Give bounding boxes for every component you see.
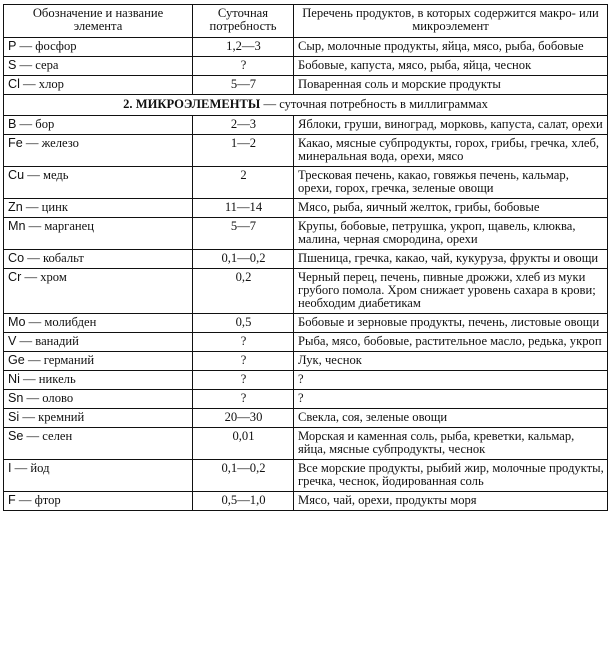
daily-need-cell: [193, 250, 294, 269]
daily-need-cell: [193, 38, 294, 57]
element-name: фтор: [34, 493, 61, 507]
products-cell: [294, 428, 608, 460]
table-body: [4, 38, 608, 511]
daily-need-value: 0,1—0,2: [221, 251, 266, 265]
daily-need-value: 0,5: [235, 315, 252, 329]
products-text: Яблоки, груши, виноград, морковь, капуста, салат, орехи: [298, 117, 603, 131]
element-symbol: F: [8, 493, 16, 507]
daily-need-cell: [193, 333, 294, 352]
products-text: Мясо, рыба, яичный желток, грибы, бобовые: [298, 200, 540, 214]
table-row: [4, 269, 608, 314]
products-text: Крупы, бобовые, петрушка, укроп, щавель, клюква, малина, черная смородина, орехи: [298, 219, 576, 246]
products-cell: [294, 314, 608, 333]
products-cell: [294, 135, 608, 167]
table-row: [4, 116, 608, 135]
table-row: [4, 390, 608, 409]
element-symbol: Sn: [8, 391, 24, 405]
table-row: [4, 314, 608, 333]
table-row: [4, 167, 608, 199]
products-cell: [294, 116, 608, 135]
table-header-row: [4, 5, 608, 38]
element-cell: Cl — хлор: [4, 76, 193, 95]
element-symbol: V: [8, 334, 17, 348]
daily-need-cell: [193, 269, 294, 314]
element-cell: P — фосфор: [4, 38, 193, 57]
daily-need-value: 2: [240, 168, 247, 182]
element-symbol: Ge: [8, 353, 25, 367]
products-text: Бобовые, капуста, мясо, рыба, яйца, чеснок: [298, 58, 532, 72]
products-cell: [294, 38, 608, 57]
daily-need-value: ?: [240, 334, 247, 348]
daily-need-cell: [193, 314, 294, 333]
table-row: [4, 199, 608, 218]
element-cell: Ni — никель: [4, 371, 193, 390]
table-row: [4, 371, 608, 390]
element-symbol: Ni: [8, 372, 20, 386]
daily-need-value: 2—3: [230, 117, 257, 131]
table-row: [4, 135, 608, 167]
section-title: 2. МИКРОЭЛЕМЕНТЫ: [123, 97, 261, 111]
element-symbol: Cl: [8, 77, 20, 91]
table-row: [4, 38, 608, 57]
products-text: Лук, чеснок: [298, 353, 362, 367]
element-name: олово: [42, 391, 74, 405]
element-cell: I — йод: [4, 460, 193, 492]
daily-need-cell: [193, 409, 294, 428]
products-cell: [294, 57, 608, 76]
products-cell: [294, 352, 608, 371]
daily-need-cell: [193, 76, 294, 95]
element-symbol: Zn: [8, 200, 23, 214]
table-row: [4, 492, 608, 511]
table-row: [4, 76, 608, 95]
products-text: Поваренная соль и морские продукты: [298, 77, 501, 91]
element-symbol: I: [8, 461, 12, 475]
daily-need-value: ?: [240, 353, 247, 367]
daily-need-value: ?: [240, 372, 247, 386]
table-row: [4, 352, 608, 371]
daily-need-value: 20—30: [224, 410, 263, 424]
products-cell: [294, 199, 608, 218]
element-symbol: Fe: [8, 136, 23, 150]
products-cell: [294, 167, 608, 199]
element-name: германий: [43, 353, 95, 367]
element-name: селен: [42, 429, 73, 443]
element-name: медь: [43, 168, 69, 182]
daily-need-cell: [193, 492, 294, 511]
products-text: ?: [298, 372, 304, 386]
elements-table: [3, 4, 608, 511]
products-text: Свекла, соя, зеленые овощи: [298, 410, 448, 424]
element-name: цинк: [41, 200, 68, 214]
element-cell: Cr — хром: [4, 269, 193, 314]
element-cell: Ge — германий: [4, 352, 193, 371]
element-cell: S — сера: [4, 57, 193, 76]
products-cell: [294, 390, 608, 409]
element-cell: Sn — олово: [4, 390, 193, 409]
daily-need-cell: [193, 428, 294, 460]
daily-need-cell: [193, 352, 294, 371]
products-text: Сыр, молочные продукты, яйца, мясо, рыба, бобовые: [298, 39, 584, 53]
element-name: молибден: [44, 315, 97, 329]
header-element: Обозначение и название элемента: [4, 5, 193, 38]
products-text: Тресковая печень, какао, говяжья печень, кальмар, орехи, горох, гречка, зеленые овощи: [298, 168, 569, 195]
daily-need-cell: [193, 199, 294, 218]
element-symbol: Mn: [8, 219, 26, 233]
daily-need-cell: [193, 135, 294, 167]
element-name: никель: [38, 372, 76, 386]
header-daily-need: Суточная потребность: [193, 5, 294, 38]
element-cell: Mo — молибден: [4, 314, 193, 333]
products-text: Мясо, чай, орехи, продукты моря: [298, 493, 477, 507]
daily-need-value: 5—7: [230, 77, 257, 91]
products-cell: [294, 371, 608, 390]
element-cell: B — бор: [4, 116, 193, 135]
element-symbol: Cr: [8, 270, 22, 284]
table-row: [4, 460, 608, 492]
element-symbol: Cu: [8, 168, 25, 182]
element-symbol: B: [8, 117, 17, 131]
element-symbol: P: [8, 39, 17, 53]
element-name: сера: [35, 58, 59, 72]
products-text: Все морские продукты, рыбий жир, молочные продукты, гречка, чеснок, йодированная соль: [298, 461, 604, 488]
element-cell: F — фтор: [4, 492, 193, 511]
element-cell: Si — кремний: [4, 409, 193, 428]
element-name: ванадий: [35, 334, 79, 348]
element-cell: V — ванадий: [4, 333, 193, 352]
element-name: железо: [41, 136, 79, 150]
products-cell: [294, 460, 608, 492]
products-cell: [294, 269, 608, 314]
element-symbol: S: [8, 58, 17, 72]
element-cell: Mn — марганец: [4, 218, 193, 250]
element-cell: Se — селен: [4, 428, 193, 460]
products-text: Какао, мясные субпродукты, горох, грибы, гречка, хлеб, минеральная вода, орехи, мясо: [298, 136, 600, 163]
element-cell: Zn — цинк: [4, 199, 193, 218]
daily-need-value: 1,2—3: [226, 39, 261, 53]
products-text: ?: [298, 391, 304, 405]
products-text: Черный перец, печень, пивные дрожжи, хлеб из муки грубого помола. Хром снижает уровень сахара в крови; необходим диабетикам: [298, 270, 596, 310]
element-name: хлор: [38, 77, 64, 91]
products-text: Рыба, мясо, бобовые, растительное масло, редька, укроп: [298, 334, 602, 348]
element-symbol: Mo: [8, 315, 26, 329]
element-name: йод: [30, 461, 50, 475]
section-row: [4, 95, 608, 116]
daily-need-value: ?: [240, 58, 247, 72]
daily-need-value: 11—14: [224, 200, 263, 214]
element-name: кремний: [38, 410, 85, 424]
element-symbol: Co: [8, 251, 25, 265]
products-cell: [294, 76, 608, 95]
products-text: Морская и каменная соль, рыба, креветки, кальмар, яйца, мясные субпродукты, чеснок: [298, 429, 575, 456]
products-text: Пшеница, гречка, какао, чай, кукуруза, фрукты и овощи: [298, 251, 599, 265]
section-subtitle: — суточная потребность в миллиграммах: [263, 97, 488, 111]
element-symbol: Se: [8, 429, 24, 443]
table-row: [4, 409, 608, 428]
daily-need-value: 0,01: [232, 429, 255, 443]
daily-need-value: ?: [240, 391, 247, 405]
element-cell: Cu — медь: [4, 167, 193, 199]
daily-need-value: 0,1—0,2: [221, 461, 266, 475]
daily-need-cell: [193, 167, 294, 199]
products-cell: [294, 333, 608, 352]
daily-need-value: 0,5—1,0: [221, 493, 266, 507]
element-name: марганец: [44, 219, 94, 233]
daily-need-cell: [193, 218, 294, 250]
element-name: хром: [40, 270, 67, 284]
element-name: фосфор: [35, 39, 77, 53]
daily-need-value: 0,2: [235, 270, 252, 284]
products-cell: [294, 218, 608, 250]
element-name: кобальт: [43, 251, 84, 265]
daily-need-cell: [193, 460, 294, 492]
section-heading: [4, 95, 608, 116]
daily-need-cell: [193, 371, 294, 390]
daily-need-cell: [193, 116, 294, 135]
products-cell: [294, 409, 608, 428]
element-symbol: Si: [8, 410, 20, 424]
table-row: [4, 57, 608, 76]
table-row: [4, 250, 608, 269]
daily-need-value: 1—2: [230, 136, 257, 150]
products-cell: [294, 492, 608, 511]
element-cell: Co — кобальт: [4, 250, 193, 269]
element-cell: Fe — железо: [4, 135, 193, 167]
table-row: [4, 218, 608, 250]
products-cell: [294, 250, 608, 269]
daily-need-value: 5—7: [230, 219, 257, 233]
table-row: [4, 333, 608, 352]
daily-need-cell: [193, 57, 294, 76]
daily-need-cell: [193, 390, 294, 409]
products-text: Бобовые и зерновые продукты, печень, листовые овощи: [298, 315, 600, 329]
element-name: бор: [35, 117, 55, 131]
header-products: Перечень продуктов, в которых содержится макро- или микроэлемент: [294, 5, 608, 38]
table-row: [4, 428, 608, 460]
